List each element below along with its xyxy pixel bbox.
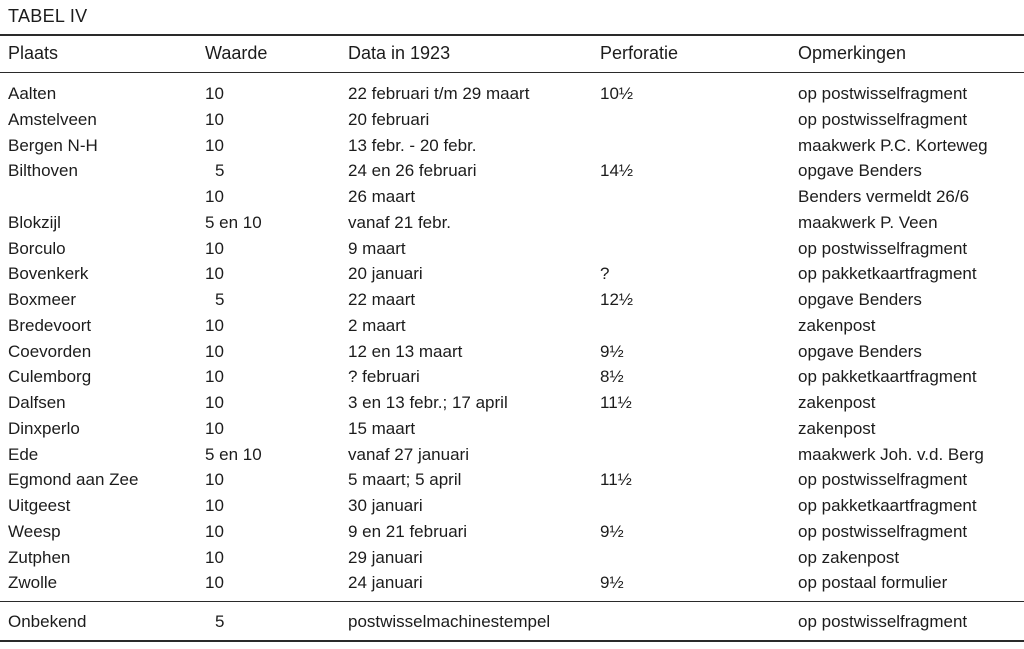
perforation-cell: 14½ [600, 161, 634, 180]
remarks-cell: op pakketkaartfragment [798, 264, 977, 283]
remarks-cell: maakwerk Joh. v.d. Berg [798, 445, 984, 464]
perforation-cell: ? [600, 264, 610, 283]
perforation-cell: 11½ [600, 470, 632, 489]
table-row [0, 416, 1024, 442]
dates-cell: 26 maart [348, 187, 416, 206]
place-cell: Dinxperlo [8, 419, 80, 438]
remarks-cell: op postwisselfragment [798, 612, 968, 631]
dates-cell: ? februari [348, 367, 420, 386]
table-row [0, 390, 1024, 416]
header-remarks: Opmerkingen [798, 43, 907, 63]
dates-cell: 20 februari [348, 110, 430, 129]
table-row [0, 107, 1024, 133]
dates-cell: 12 en 13 maart [348, 342, 463, 361]
value-cell: 5 [215, 161, 225, 180]
table-row [0, 313, 1024, 339]
table-row [0, 287, 1024, 313]
remarks-cell: zakenpost [798, 419, 876, 438]
perforation-cell: 10½ [600, 84, 634, 103]
table-row [0, 493, 1024, 519]
dates-cell: 2 maart [348, 316, 406, 335]
top-rule [0, 34, 1024, 36]
remarks-cell: maakwerk P. Veen [798, 213, 938, 232]
perforation-cell: 8½ [600, 367, 624, 386]
dates-cell: vanaf 27 januari [348, 445, 469, 464]
remarks-cell: op postwisselfragment [798, 84, 968, 103]
table-row [0, 261, 1024, 287]
table-row [0, 545, 1024, 571]
value-cell: 5 en 10 [205, 445, 262, 464]
remarks-cell: op postwisselfragment [798, 470, 968, 489]
value-cell: 10 [205, 187, 224, 206]
table-row [0, 81, 1024, 107]
dates-cell: 9 en 21 februari [348, 522, 468, 541]
place-cell: Boxmeer [8, 290, 77, 309]
dates-cell: 29 januari [348, 548, 423, 567]
remarks-cell: maakwerk P.C. Korteweg [798, 136, 988, 155]
remarks-cell: Benders vermeldt 26/6 [798, 187, 970, 206]
place-cell: Egmond aan Zee [8, 470, 139, 489]
place-cell: Culemborg [8, 367, 92, 386]
place-cell: Coevorden [8, 342, 92, 361]
dates-cell: postwisselmachinestempel [348, 612, 551, 631]
table-row [0, 339, 1024, 365]
place-cell: Onbekend [8, 612, 87, 631]
table-footer-row [0, 609, 1024, 635]
place-cell: Bovenkerk [8, 264, 89, 283]
place-cell: Weesp [8, 522, 61, 541]
remarks-cell: op postaal formulier [798, 573, 948, 592]
header-rule [0, 72, 1024, 73]
perforation-cell: 9½ [600, 342, 624, 361]
remarks-cell: op pakketkaartfragment [798, 496, 977, 515]
value-cell: 10 [205, 496, 224, 515]
value-cell: 10 [205, 264, 224, 283]
remarks-cell: op pakketkaartfragment [798, 367, 977, 386]
place-cell: Bergen N-H [8, 136, 98, 155]
place-cell: Uitgeest [8, 496, 71, 515]
place-cell: Zwolle [8, 573, 58, 592]
table-row [0, 184, 1024, 210]
dates-cell: 24 januari [348, 573, 423, 592]
header-dates: Data in 1923 [348, 43, 451, 63]
table-row [0, 442, 1024, 468]
header-place: Plaats [8, 43, 59, 63]
remarks-cell: op zakenpost [798, 548, 900, 567]
dates-cell: 5 maart; 5 april [348, 470, 462, 489]
value-cell: 10 [205, 316, 224, 335]
place-cell: Bilthoven [8, 161, 78, 180]
header-value: Waarde [205, 43, 268, 63]
remarks-cell: opgave Benders [798, 290, 922, 309]
dates-cell: vanaf 21 febr. [348, 213, 452, 232]
value-cell: 10 [205, 522, 224, 541]
footer-rule-top [0, 601, 1024, 602]
table-row [0, 467, 1024, 493]
dates-cell: 15 maart [348, 419, 416, 438]
dates-cell: 24 en 26 februari [348, 161, 477, 180]
perforation-cell: 9½ [600, 573, 624, 592]
perforation-cell: 12½ [600, 290, 634, 309]
value-cell: 10 [205, 419, 224, 438]
value-cell: 10 [205, 470, 224, 489]
place-cell: Bredevoort [8, 316, 92, 335]
place-cell: Ede [8, 445, 39, 464]
remarks-cell: op postwisselfragment [798, 239, 968, 258]
bottom-rule [0, 640, 1024, 642]
value-cell: 10 [205, 110, 224, 129]
remarks-cell: zakenpost [798, 316, 876, 335]
place-cell: Zutphen [8, 548, 71, 567]
place-cell: Amstelveen [8, 110, 97, 129]
value-cell: 5 [215, 290, 225, 309]
value-cell: 10 [205, 84, 224, 103]
table-header [0, 40, 1024, 66]
perforation-cell: 11½ [600, 393, 632, 412]
table-row [0, 210, 1024, 236]
place-cell: Blokzijl [8, 213, 61, 232]
dates-cell: 30 januari [348, 496, 423, 515]
dates-cell: 22 februari t/m 29 maart [348, 84, 530, 103]
table-row [0, 519, 1024, 545]
remarks-cell: opgave Benders [798, 342, 922, 361]
table-row [0, 236, 1024, 262]
value-cell: 10 [205, 367, 224, 386]
dates-cell: 20 januari [348, 264, 423, 283]
value-cell: 10 [205, 342, 224, 361]
dates-cell: 3 en 13 febr.; 17 april [348, 393, 508, 412]
remarks-cell: zakenpost [798, 393, 876, 412]
perforation-cell: 9½ [600, 522, 624, 541]
place-cell: Dalfsen [8, 393, 66, 412]
dates-cell: 13 febr. - 20 febr. [348, 136, 477, 155]
value-cell: 5 en 10 [205, 213, 262, 232]
remarks-cell: opgave Benders [798, 161, 922, 180]
header-perforation: Perforatie [600, 43, 679, 63]
table-row [0, 133, 1024, 159]
value-cell: 10 [205, 548, 224, 567]
place-cell: Aalten [8, 84, 57, 103]
value-cell: 10 [205, 136, 224, 155]
table-row [0, 570, 1024, 596]
value-cell: 10 [205, 573, 224, 592]
table-row [0, 158, 1024, 184]
value-cell: 10 [205, 239, 224, 258]
table-caption: TABEL IV [8, 6, 88, 26]
value-cell: 10 [205, 393, 224, 412]
remarks-cell: op postwisselfragment [798, 522, 968, 541]
place-cell: Borculo [8, 239, 66, 258]
dates-cell: 22 maart [348, 290, 416, 309]
dates-cell: 9 maart [348, 239, 406, 258]
table-row [0, 364, 1024, 390]
value-cell: 5 [215, 612, 225, 631]
remarks-cell: op postwisselfragment [798, 110, 968, 129]
